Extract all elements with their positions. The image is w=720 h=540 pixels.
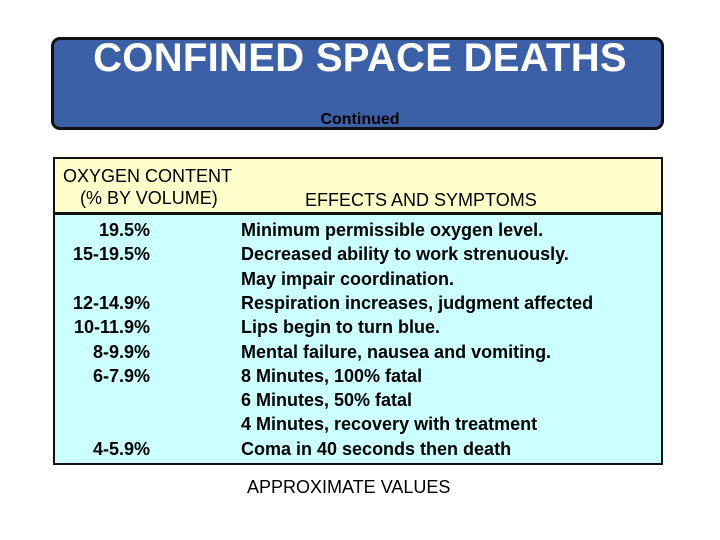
- oxygen-effects-table: [53, 157, 663, 465]
- effect-cell: Mental failure, nausea and vomiting.: [241, 341, 552, 362]
- oxygen-percent-cell: 4-5.9%: [92, 438, 150, 459]
- oxygen-percent-cell: 15-19.5%: [72, 244, 150, 265]
- page-title: CONFINED SPACE DEATHS: [93, 36, 627, 80]
- header-oxygen-content: OXYGEN CONTENT: [63, 166, 233, 186]
- effect-cell: May impair coordination.: [241, 268, 455, 289]
- footer-note: APPROXIMATE VALUES: [247, 477, 451, 497]
- oxygen-percent-cell: 8-9.9%: [92, 341, 150, 362]
- header-by-volume: (% BY VOLUME): [80, 188, 218, 208]
- page-subtitle: Continued: [320, 111, 400, 128]
- oxygen-percent-cell: 19.5%: [98, 220, 150, 240]
- oxygen-percent-cell: 6-7.9%: [92, 365, 150, 386]
- header-effects: EFFECTS AND SYMPTOMS: [305, 190, 537, 210]
- effect-cell: Coma in 40 seconds then death: [241, 438, 512, 459]
- effect-cell: 8 Minutes, 100% fatal: [241, 365, 423, 386]
- table-header: [55, 159, 661, 215]
- effect-cell: 4 Minutes, recovery with treatment: [241, 414, 538, 435]
- effect-cell: Lips begin to turn blue.: [241, 317, 440, 338]
- effect-cell: Minimum permissible oxygen level.: [241, 220, 544, 240]
- effect-cell: Decreased ability to work strenuously.: [241, 244, 569, 265]
- effect-cell: 6 Minutes, 50% fatal: [241, 390, 413, 411]
- oxygen-percent-cell: 10-11.9%: [73, 317, 150, 338]
- effect-cell: Respiration increases, judgment affected: [241, 292, 594, 313]
- oxygen-percent-cell: 12-14.9%: [72, 292, 150, 313]
